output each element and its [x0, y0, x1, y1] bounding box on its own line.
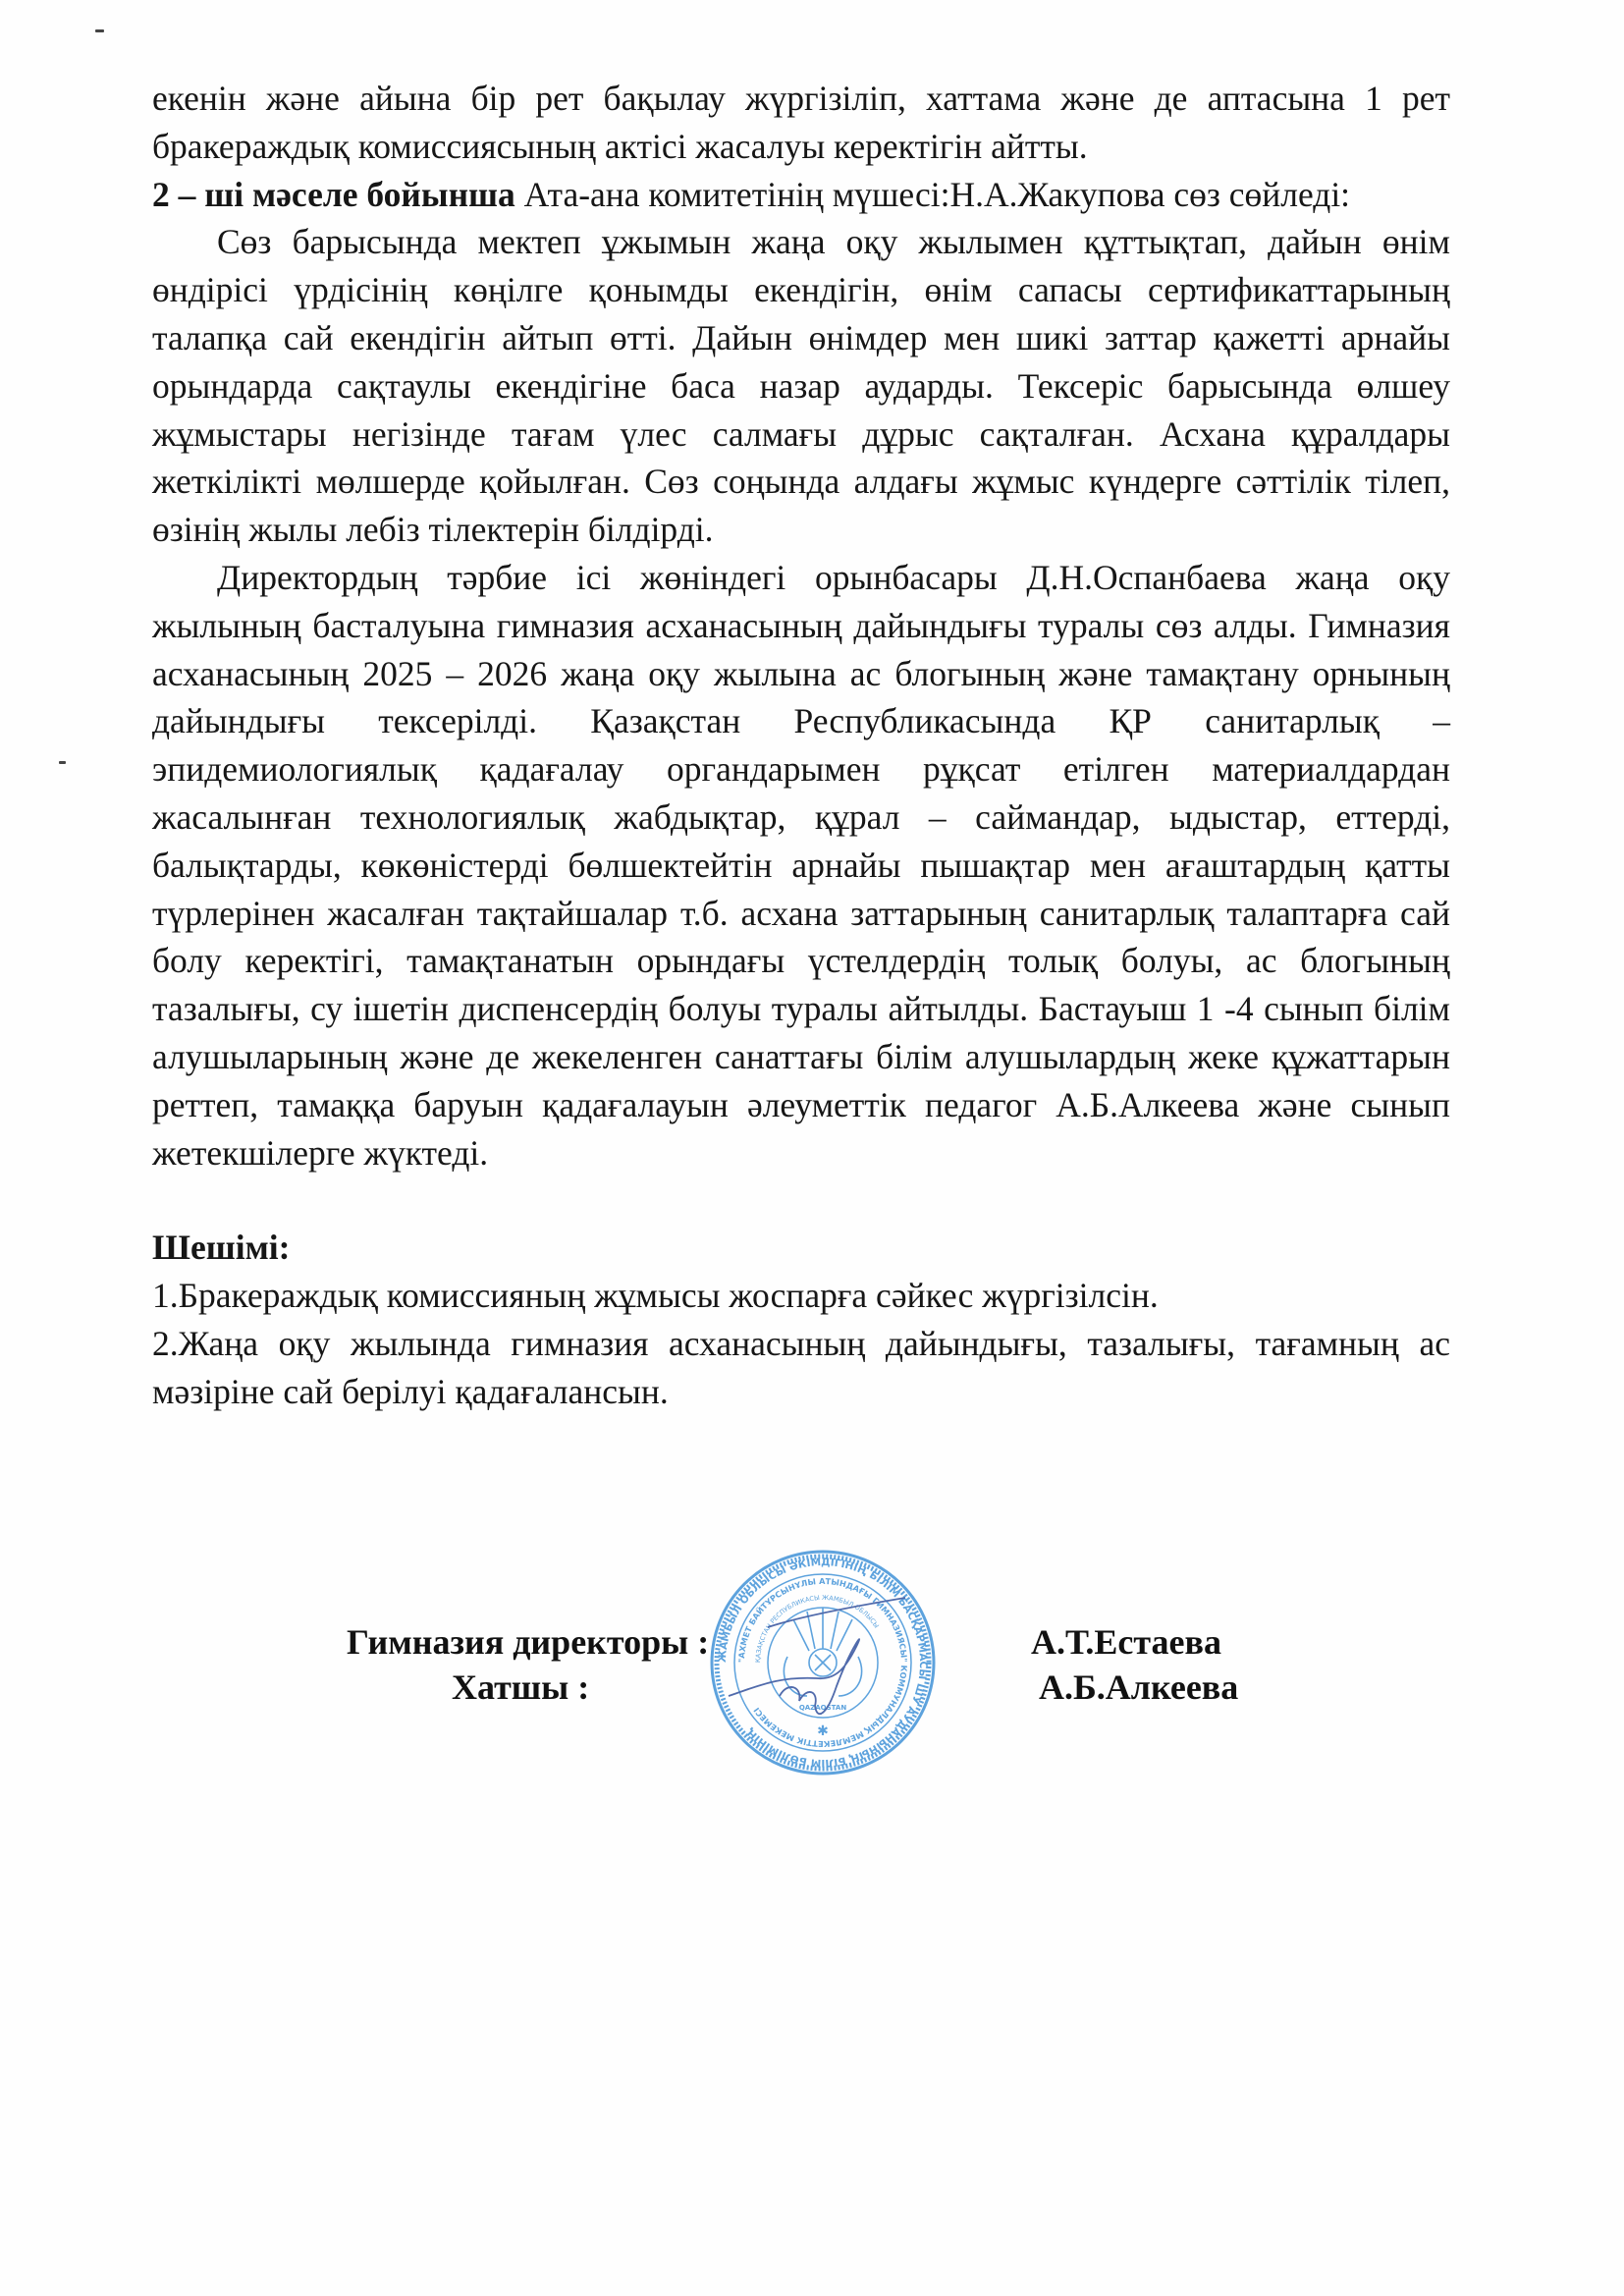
stamp-inner-text: "АХМЕТ БАЙТҰРСЫНҰЛЫ АТЫНДАҒЫ ГИМНАЗИЯСЫ" КОММУНАЛДЫҚ МЕМЛЕКЕТТІК МЕКЕМЕСІ [735, 1575, 910, 1750]
signature-name-secretary: А.Б.Алкеева [1039, 1667, 1239, 1707]
issue-heading: 2 – ші мәселе бойынша [152, 174, 515, 214]
signature-name-director: А.Т.Естаева [1031, 1622, 1221, 1662]
stamp-ring-text: ҚАЗАҚСТАН РЕСПУБЛИКАСЫ ЖАМБЫЛ ОБЛЫСЫ [753, 1593, 881, 1664]
paragraph-issue-2 [152, 171, 1450, 219]
paragraph-continuation: екенін және айына бір рет бақылау жүргізіліп, хаттама және де аптасына 1 рет бракераждық комиссиясының актісі жасалуы керектігін айтты. [152, 79, 1450, 166]
official-stamp [709, 1549, 937, 1777]
scan-speck [95, 29, 104, 32]
stamp-star-icon: ✱ [817, 1723, 829, 1739]
document-body [152, 75, 1450, 1416]
stamp-emblem-label: QAZAQSTAN [798, 1704, 847, 1712]
spacer [152, 1176, 1450, 1224]
state-emblem-icon [784, 1608, 861, 1696]
signature-role-secretary: Хатшы : [452, 1667, 590, 1707]
issue-text: Ата-ана комитетінің мүшесі:Н.А.Жакупова сөз сөйледі: [514, 174, 1351, 214]
stamp-outer-text: ЖАМБЫЛ ОБЛЫСЫ ӘКІМДІГІНІҢ БІЛІМ БАСҚАРМАСЫ ШУ АУДАНЫНЫҢ БІЛІМ БӨЛІМІНІҢ [716, 1556, 930, 1770]
signature-role-director: Гимназия директоры : [347, 1622, 710, 1662]
scan-speck [59, 761, 66, 764]
decision-item: 2.Жаңа оқу жылында гимназия асханасының дайындығы, тазалығы, тағамның ас мәзіріне сай берілуі қадағалансын. [152, 1323, 1450, 1411]
paragraph-deputy-director-speech: Директордың тәрбие ісі жөніндегі орынбасары Д.Н.Оспанбаева жаңа оқу жылының басталуына гимназия асханасының дайындығы туралы сөз алды. Гимназия асханасының 2025 – 2026 жаңа оқу жылына ас блогының және тамақтану орнының дайындығы тексерілді. Қазақстан Республикасында ҚР санитарлық – эпидемиологиялық қадағалау органдарымен рұқсат етілген материалдардан жасалынған технологиялық жабдықтар, құрал – саймандар, ыдыстар, еттерді, балықтарды, көкөністерді бөлшектейтін арнайы пышақтар мен ағаштардың қатты түрлерінен жасалған тақтайшалар т.б. асхана заттарының санитарлық талаптарға сай болу керектігі, тамақтанатын орындағы үстелдердің толық болуы, ас блогының тазалығы, су ішетін диспенсердің болуы туралы айтылды. Бастауыш 1 -4 сынып білім алушыларының және де жекеленген санаттағы білім алушылардың жеке құжаттарын реттеп, тамаққа баруын қадағалауын әлеуметтік педагог А.Б.Алкеева және сынып жетекшілерге жүктеді. [152, 557, 1450, 1173]
decision-title: Шешімі: [152, 1228, 291, 1268]
paragraph-parent-committee-speech: Сөз барысында мектеп ұжымын жаңа оқу жылымен құттықтап, дайын өнім өндірісі үрдісінің көңілге қонымды екендігін, өнім сапасы сертификаттарының талапқа сай екендігін айтып өтті. Дайын өнімдер мен шикі заттар қажетті арнайы орындарда сақтаулы екендігіне баса назар аударды. Тексеріс барысында өлшеу жұмыстары негізінде тағам үлес салмағы дұрыс сақталған. Асхана құралдары жеткілікті мөлшерде қойылған. Сөз соңында алдағы жұмыс күндерге сәттілік тілеп, өзінің жылы лебіз тілектерін білдірді. [152, 222, 1450, 550]
decision-item: 1.Бракераждық комиссияның жұмысы жоспарға сәйкес жүргізілсін. [152, 1276, 1159, 1316]
